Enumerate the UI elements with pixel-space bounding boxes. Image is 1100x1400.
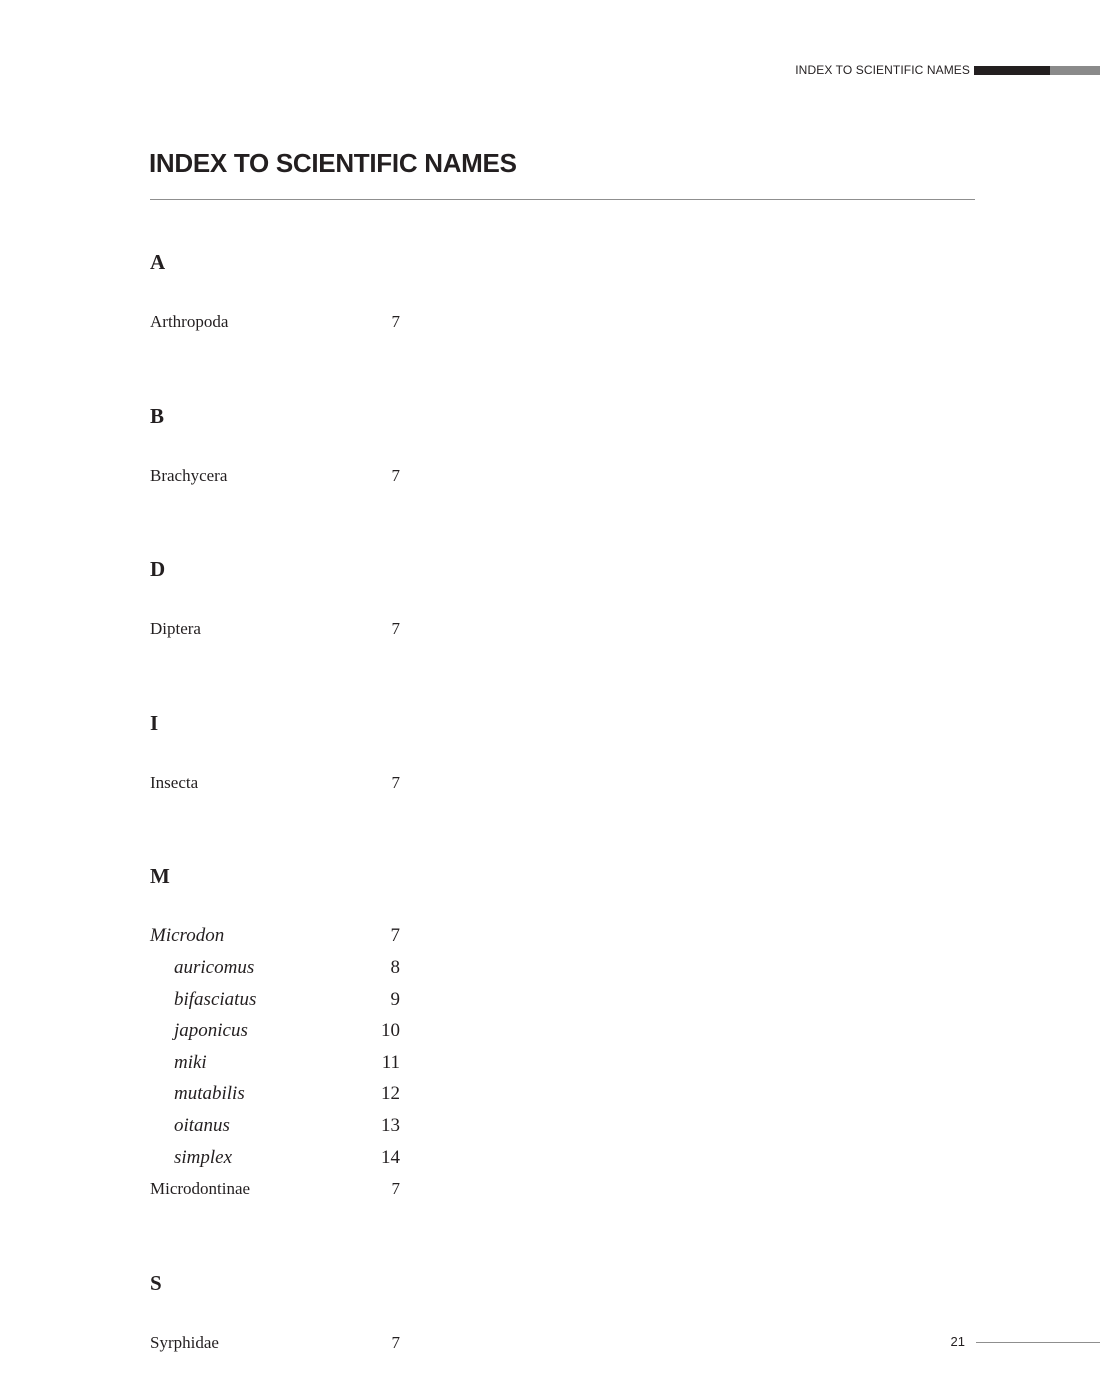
entry-name: Microdon [150,925,225,947]
title-rule [150,199,975,200]
index-entry [150,767,450,799]
index-section [150,860,450,1204]
entry-page-number: 7 [391,619,400,639]
index-section [150,400,450,492]
index-entry [150,1015,450,1047]
letter-heading: B [150,403,165,428]
entry-name: simplex [174,1146,233,1168]
entry-name: auricomus [174,956,255,978]
entry-page-number: 10 [381,1020,400,1042]
running-header-text: INDEX TO SCIENTIFIC NAMES [795,63,970,77]
entry-list [150,613,450,645]
index-section [150,246,450,338]
entry-name: oitanus [174,1114,230,1136]
entry-name: Diptera [150,619,201,639]
entry-name: mutabilis [174,1083,245,1105]
running-header [0,62,1100,78]
index-entry [150,1327,450,1359]
letter-heading: I [150,710,159,735]
entry-name: Arthropoda [150,312,229,331]
entry-list [150,920,450,1204]
entry-page-number: 7 [390,925,400,947]
entry-name: Microdontinae [150,1179,251,1199]
entry-page-number: 7 [391,465,400,485]
entry-list [150,1327,450,1359]
index-entry [150,1142,450,1174]
index-entry [150,1047,450,1079]
entry-page-number: 7 [391,1179,400,1199]
footer-rule [976,1342,1100,1343]
index-section [150,1267,450,1359]
entry-name: miki [174,1051,207,1073]
entry-page-number: 9 [390,988,400,1010]
page-number: 21 [950,1334,965,1349]
index-body [150,246,450,1358]
index-entry [150,920,450,952]
letter-heading: A [150,250,166,274]
page-title: INDEX TO SCIENTIFIC NAMES [149,148,517,178]
entry-page-number: 12 [381,1083,400,1105]
index-entry [150,1078,450,1110]
index-entry [150,1173,450,1205]
entry-page-number: 7 [391,312,400,331]
header-bar-dark [974,66,1050,75]
entry-page-number: 7 [391,1332,400,1352]
letter-heading: D [150,557,166,582]
index-entry [150,984,450,1016]
index-section [150,553,450,645]
entry-page-number: 14 [381,1146,400,1168]
index-entry [150,1110,450,1142]
letter-heading: M [150,864,170,889]
entry-list [150,767,450,799]
entry-name: bifasciatus [174,988,257,1010]
entry-page-number: 7 [391,772,400,792]
letter-heading: S [150,1270,162,1295]
entry-page-number: 11 [381,1051,400,1073]
entry-page-number: 8 [390,956,400,978]
index-entry [150,306,450,338]
entry-list [150,460,450,492]
entry-name: Brachycera [150,465,228,485]
index-entry [150,613,450,645]
entry-name: Insecta [150,772,199,792]
entry-list [150,306,450,338]
index-section [150,707,450,799]
index-entry [150,460,450,492]
header-bar-grey [1050,66,1100,75]
entry-name: Syrphidae [150,1332,219,1352]
index-entry [150,952,450,984]
entry-page-number: 13 [381,1114,400,1136]
entry-name: japonicus [174,1020,248,1042]
